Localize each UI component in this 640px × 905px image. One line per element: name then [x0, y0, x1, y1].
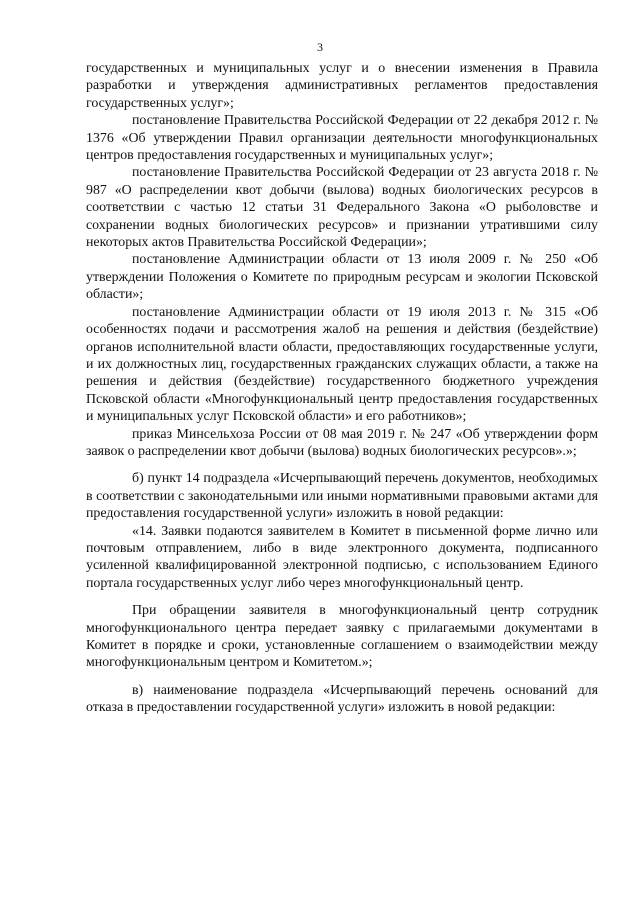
paragraph-item-b: б) пункт 14 подраздела «Исчерпывающий перечень документов, необходимых в соответствии с законодательными или иными нормативными правовыми актами для предоставления государственной услуги» изложить в новой редакции:	[86, 471, 598, 522]
paragraph-point-14: «14. Заявки подаются заявителем в Комитет в письменной форме лично или почтовым отправлением, либо в виде электронного документа, подписанного усиленной квалифицированной электронной подписью, с использованием Единого портала государственных услуг либо через многофункциональный центр.	[86, 523, 598, 591]
paragraph-item-v: в) наименование подраздела «Исчерпывающий перечень оснований для отказа в предоставлении государственной услуги» изложить в новой редакции:	[86, 682, 598, 716]
paragraph-order-2019: приказ Минсельхоза России от 08 мая 2019 г. № 247 «Об утверждении форм заявок о распределении квот добычи (вылова) водных биологических ресурсов».»;	[86, 426, 598, 459]
paragraph-decree-2009: постановление Администрации области от 13 июля 2009 г. № 250 «Об утверждении Положения о Комитете по природным ресурсам и экологии Псковской области»;	[86, 252, 598, 303]
document-body	[86, 60, 598, 717]
paragraph-decree-2013: постановление Администрации области от 19 июля 2013 г. № 315 «Об особенностях подачи и рассмотрения жалоб на решения и действия (бездействие) органов исполнительной власти области, предоставляющих государственные услуги, и их должностных лиц, государственных гражданских служащих области, а также на решения и действия (бездействие) государственного бюджетного учреждения Псковской области «Многофункциональный центр предоставления государственных и муниципальных услуг Псковской области» и его работников»;	[86, 304, 598, 425]
paragraph-decree-2012: постановление Правительства Российской Федерации от 22 декабря 2012 г. № 1376 «Об утверждении Правил организации деятельности многофункциональных центров предоставления государственных и муниципальных услуг»;	[86, 113, 598, 164]
paragraph-mfc-procedure: При обращении заявителя в многофункциональный центр сотрудник многофункционального центра передает заявку с прилагаемыми документами в Комитет в порядке и сроки, установленные соглашением о взаимодействии между многофункциональным центром и Комитетом.»;	[86, 603, 598, 671]
paragraph-decree-2018: постановление Правительства Российской Федерации от 23 августа 2018 г. № 987 «О распределении квот добычи (вылова) водных биологических ресурсов в соответствии с частью 12 статьи 31 Федерального Закона «О рыболовстве и сохранении водных биологических ресурсов» и признании утратившими силу некоторых актов Правительства Российской Федерации»;	[86, 165, 598, 251]
page-number: 3	[317, 40, 323, 54]
paragraph-continuation: государственных и муниципальных услуг и о внесении изменения в Правила разработки и утверждения административных регламентов предоставления государственных услуг»;	[86, 61, 598, 111]
